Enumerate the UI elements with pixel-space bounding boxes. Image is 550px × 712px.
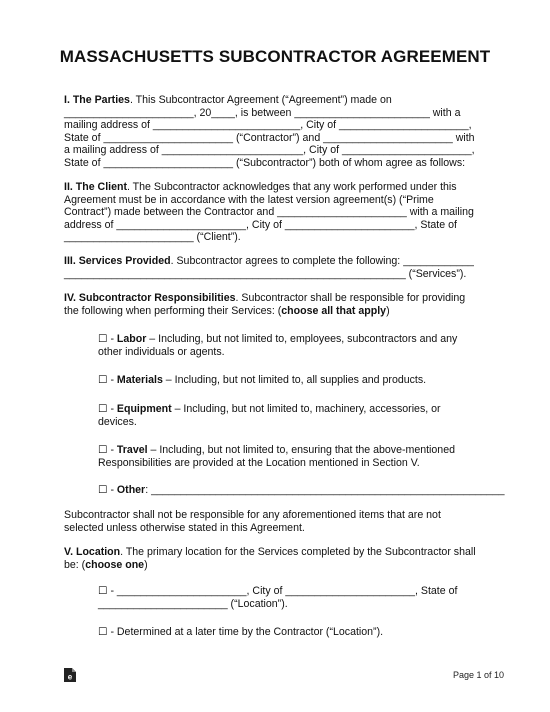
checkbox-icon[interactable]: ☐ [98, 403, 108, 415]
checkbox-icon[interactable]: ☐ [98, 333, 108, 345]
option-label: Equipment [116, 403, 172, 415]
option-label: Materials [116, 374, 163, 386]
services-line-2: __________________________________________________________ (“Services”). [64, 267, 467, 280]
responsibilities-heading: IV. Subcontractor Responsibilities [64, 292, 236, 304]
client-heading: II. The Client [64, 181, 127, 193]
client-line-1: II. The Client. The Subcontractor acknowledges that any work performed under this [64, 181, 457, 193]
option-labor[interactable]: ☐ - Labor – Including, but not limited to, employees, subcontractors and any other individuals or agents. [98, 333, 458, 358]
section-parties [64, 94, 489, 170]
parties-line-5: a mailing address of ________________________, City of ______________________, [64, 144, 475, 157]
responsibilities-line-1: IV. Subcontractor Responsibilities. Subcontractor shall be responsible for providing [64, 292, 466, 304]
client-line-5: ______________________ (“Client”). [64, 231, 241, 244]
option-travel[interactable]: ☐ - Travel – Including, but not limited to, ensuring that the above-mentioned Responsibilities are provided at the Location mentioned in Section V. [98, 444, 455, 469]
client-line-3: Contract”) made between the Contractor and ______________________ with a mailing [64, 206, 474, 219]
option-label: Labor [116, 333, 147, 345]
services-line-1: III. Services Provided. Subcontractor agrees to complete the following: ____________ [64, 255, 474, 267]
eforms-logo-icon [64, 668, 76, 682]
document-title: MASSACHUSETTS SUBCONTRACTOR AGREEMENT [59, 47, 491, 66]
services-heading: III. Services Provided [64, 255, 171, 267]
location-option-later[interactable]: ☐ - Determined at a later time by the Contractor (“Location”). [98, 626, 384, 638]
option-label: Travel [116, 444, 148, 456]
page-number: Page 1 of 10 [452, 670, 504, 680]
section-services [64, 255, 489, 280]
responsibilities-closing: Subcontractor shall not be responsible for any aforementioned items that are not selected unless otherwise stated in this Agreement. [64, 509, 441, 534]
location-line-1: V. Location. The primary location for the Services completed by the Subcontractor shall [64, 546, 476, 558]
option-materials[interactable]: ☐ - Materials – Including, but not limited to, all supplies and products. [98, 374, 427, 386]
parties-line-3: mailing address of _________________________, City of ______________________, [64, 119, 472, 132]
section-location [64, 546, 489, 571]
location-option-address[interactable]: ☐ - ______________________, City of ______________________, State of ______________________ (“Location”). [98, 585, 458, 610]
location-heading: V. Location [64, 546, 121, 558]
client-line-4: address of ______________________, City of ______________________, State of [64, 218, 457, 231]
section-client [64, 181, 489, 244]
checkbox-icon[interactable]: ☐ [98, 374, 108, 386]
section-responsibilities [64, 292, 489, 317]
option-other[interactable]: ☐ - Other: ____________________________________________________________ [98, 484, 505, 496]
svg-text:e: e [67, 672, 73, 682]
parties-line-1: I. The Parties. This Subcontractor Agreement (“Agreement”) made on [64, 94, 392, 106]
checkbox-icon[interactable]: ☐ [98, 484, 108, 496]
parties-line-4: State of ______________________ (“Contractor”) and ______________________ with [64, 131, 475, 144]
parties-line-6: State of ______________________ (“Subcontractor”) both of whom agree as follows: [64, 156, 466, 169]
parties-heading: I. The Parties [64, 94, 130, 106]
client-line-2: Agreement must be in accordance with the latest version agreement(s) (“Prime [64, 193, 434, 206]
option-equipment[interactable]: ☐ - Equipment – Including, but not limited to, machinery, accessories, or devices. [98, 403, 441, 428]
responsibilities-line-2: the following when performing their Services: (choose all that apply) [64, 304, 390, 317]
option-label: Other [116, 484, 146, 496]
location-line-2: be: (choose one) [64, 558, 148, 571]
parties-line-2: ______________________, 20____, is between _______________________ with a [64, 106, 461, 119]
checkbox-icon[interactable]: ☐ [98, 444, 108, 456]
